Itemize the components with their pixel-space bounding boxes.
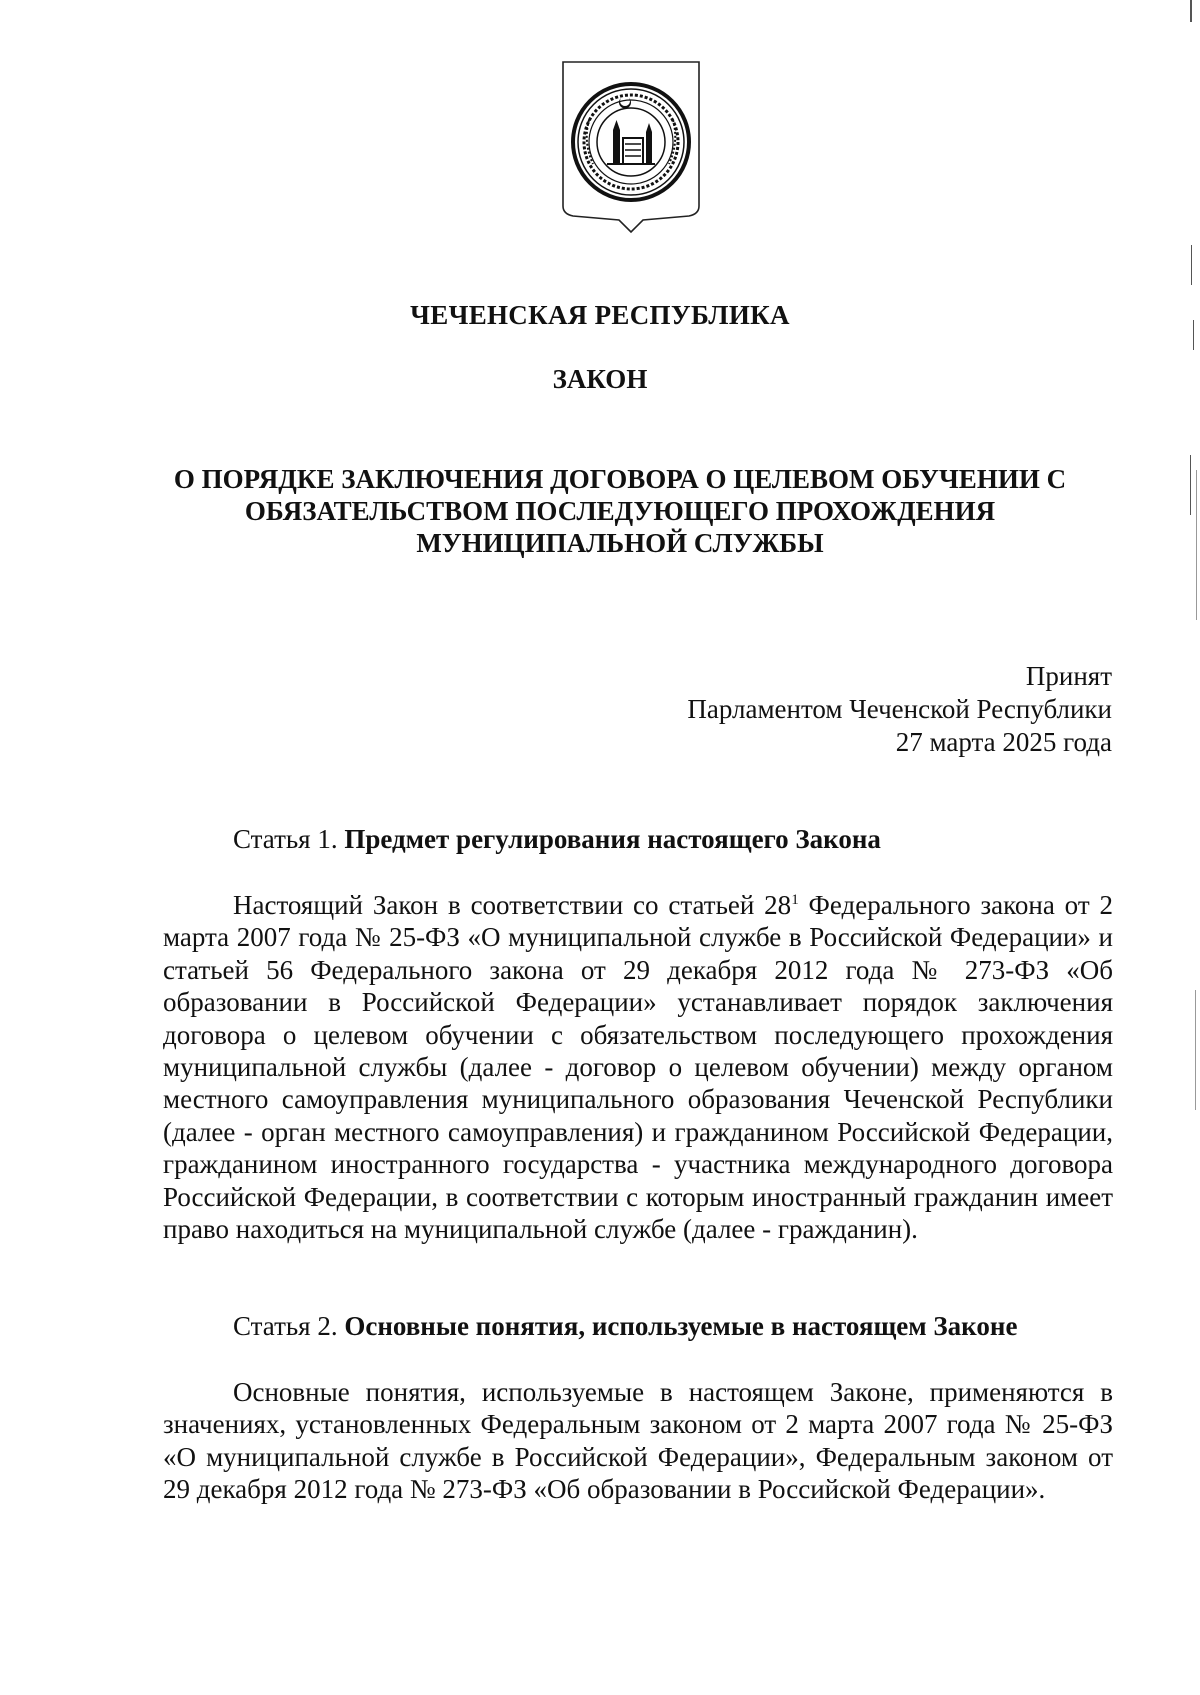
coat-of-arms-emblem [561,60,701,236]
scan-artifact [1191,245,1192,285]
article-number: Статья 2. [233,1311,345,1341]
article-text-part: Настоящий Закон в соответствии со статьей 28 [233,890,792,920]
article-text-part: Федерального закона от 2 марта 2007 года № 25-ФЗ «О муниципальной службе в Российской Федерации» и статьей 56 Федерального закона от 29 декабря 2012 года № 273-ФЗ «Об образовании в Российской Федерации» устанавливает порядок заключения договора о целевом обучении с обязательством последующего прохождения муниципальной службы (далее - договор о целевом обучении) между органом местного самоуправления муниципального образования Чеченской Республики (далее - орган местного самоуправления) и гражданином Российской Федерации, гражданином иностранного государства - участника международного договора Российской Федерации, в соответствии с которым иностранный гражданин имеет право находиться на муниципальной службе (далее - гражданин). [163,890,1113,1245]
scan-artifact [1190,455,1191,515]
scan-artifact [1196,470,1197,620]
adoption-block [687,660,1112,759]
republic-heading: ЧЕЧЕНСКАЯ РЕСПУБЛИКА [410,300,790,330]
adoption-line: Принят [1025,661,1112,691]
superscript: 1 [791,892,799,908]
law-title-line: О ПОРЯДКЕ ЗАКЛЮЧЕНИЯ ДОГОВОРА О ЦЕЛЕВОМ ОБУЧЕНИИ С [173,464,1067,494]
article-2-text: Основные понятия, используемые в настоящем Законе, применяются в значениях, установленных Федеральным законом от 2 марта 2007 года № 25-ФЗ «О муниципальной службе в Российской Федерации», Федеральным законом от 29 декабря 2012 года № 273-ФЗ «Об образовании в Российской Федерации». [163,1377,1113,1505]
law-title [160,463,1080,559]
document-type-heading: ЗАКОН [552,364,648,394]
adoption-line: Парламентом Чеченской Республики [687,694,1112,724]
article-1-heading [233,824,881,855]
article-number: Статья 1. [233,824,345,854]
article-2-heading [233,1311,1017,1342]
scan-artifact [1195,990,1196,1110]
adoption-date: 27 марта 2025 года [895,727,1112,757]
article-1-text [163,889,1113,1245]
law-title-line: МУНИЦИПАЛЬНОЙ СЛУЖБЫ [416,528,824,558]
scan-artifact [1190,0,1192,22]
article-title: Предмет регулирования настоящего Закона [344,824,881,854]
article-title: Основные понятия, используемые в настоящем Законе [344,1311,1018,1341]
law-title-line: ОБЯЗАТЕЛЬСТВОМ ПОСЛЕДУЮЩЕГО ПРОХОЖДЕНИЯ [244,496,996,526]
